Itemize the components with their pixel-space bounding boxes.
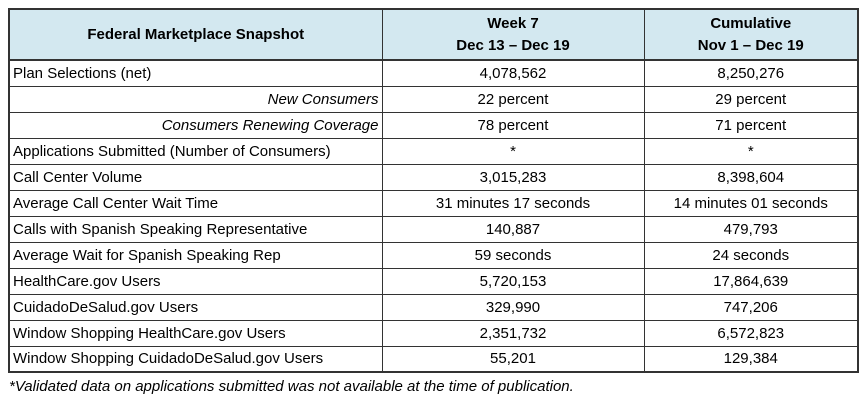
table-title: Federal Marketplace Snapshot xyxy=(87,25,305,43)
table-row xyxy=(9,60,858,86)
week-value: 59 seconds xyxy=(382,242,644,268)
header-week-cell xyxy=(382,9,644,60)
week-value: 329,990 xyxy=(382,294,644,320)
week-value: * xyxy=(382,138,644,164)
header-row xyxy=(9,9,858,60)
cumulative-value: 747,206 xyxy=(644,294,858,320)
table-row xyxy=(9,294,858,320)
cumulative-value: 24 seconds xyxy=(644,242,858,268)
table-header xyxy=(9,9,858,60)
week-value: 4,078,562 xyxy=(382,60,644,86)
cumulative-value: 17,864,639 xyxy=(644,268,858,294)
week-value: 78 percent xyxy=(382,112,644,138)
row-label: Consumers Renewing Coverage xyxy=(9,112,382,138)
row-label: Calls with Spanish Speaking Representative xyxy=(9,216,382,242)
row-label: Average Call Center Wait Time xyxy=(9,190,382,216)
row-label: Plan Selections (net) xyxy=(9,60,382,86)
row-label: Call Center Volume xyxy=(9,164,382,190)
week-value: 3,015,283 xyxy=(382,164,644,190)
table-row xyxy=(9,164,858,190)
week-value: 31 minutes 17 seconds xyxy=(382,190,644,216)
cumulative-value: 479,793 xyxy=(644,216,858,242)
row-label: New Consumers xyxy=(9,86,382,112)
row-label: Window Shopping CuidadoDeSalud.gov Users xyxy=(9,346,382,372)
cumulative-value: 129,384 xyxy=(644,346,858,372)
row-label: Applications Submitted (Number of Consumers) xyxy=(9,138,382,164)
table-row xyxy=(9,138,858,164)
table-row xyxy=(9,190,858,216)
row-label: CuidadoDeSalud.gov Users xyxy=(9,294,382,320)
table-row xyxy=(9,86,858,112)
table-row xyxy=(9,112,858,138)
header-title-cell xyxy=(9,9,382,60)
cumulative-header-line1: Cumulative xyxy=(710,14,792,32)
week-header-line2: Dec 13 – Dec 19 xyxy=(456,36,570,54)
cumulative-header-line2: Nov 1 – Dec 19 xyxy=(697,36,804,54)
week-value: 2,351,732 xyxy=(382,320,644,346)
cumulative-value: 8,398,604 xyxy=(644,164,858,190)
header-cumulative-cell xyxy=(644,9,858,60)
table-row xyxy=(9,268,858,294)
table-body xyxy=(9,60,858,372)
row-label: Window Shopping HealthCare.gov Users xyxy=(9,320,382,346)
week-value: 55,201 xyxy=(382,346,644,372)
row-label: Average Wait for Spanish Speaking Rep xyxy=(9,242,382,268)
cumulative-value: 6,572,823 xyxy=(644,320,858,346)
cumulative-value: 8,250,276 xyxy=(644,60,858,86)
cumulative-value: 71 percent xyxy=(644,112,858,138)
cumulative-value: 14 minutes 01 seconds xyxy=(644,190,858,216)
table-row xyxy=(9,216,858,242)
week-header-line1: Week 7 xyxy=(487,14,539,32)
footnote: *Validated data on applications submitted was not available at the time of publication. xyxy=(9,378,574,395)
table-row xyxy=(9,242,858,268)
federal-marketplace-snapshot-table xyxy=(8,8,859,373)
week-value: 5,720,153 xyxy=(382,268,644,294)
cumulative-value: * xyxy=(644,138,858,164)
cumulative-value: 29 percent xyxy=(644,86,858,112)
week-value: 140,887 xyxy=(382,216,644,242)
row-label: HealthCare.gov Users xyxy=(9,268,382,294)
table-row xyxy=(9,320,858,346)
table-row xyxy=(9,346,858,372)
week-value: 22 percent xyxy=(382,86,644,112)
